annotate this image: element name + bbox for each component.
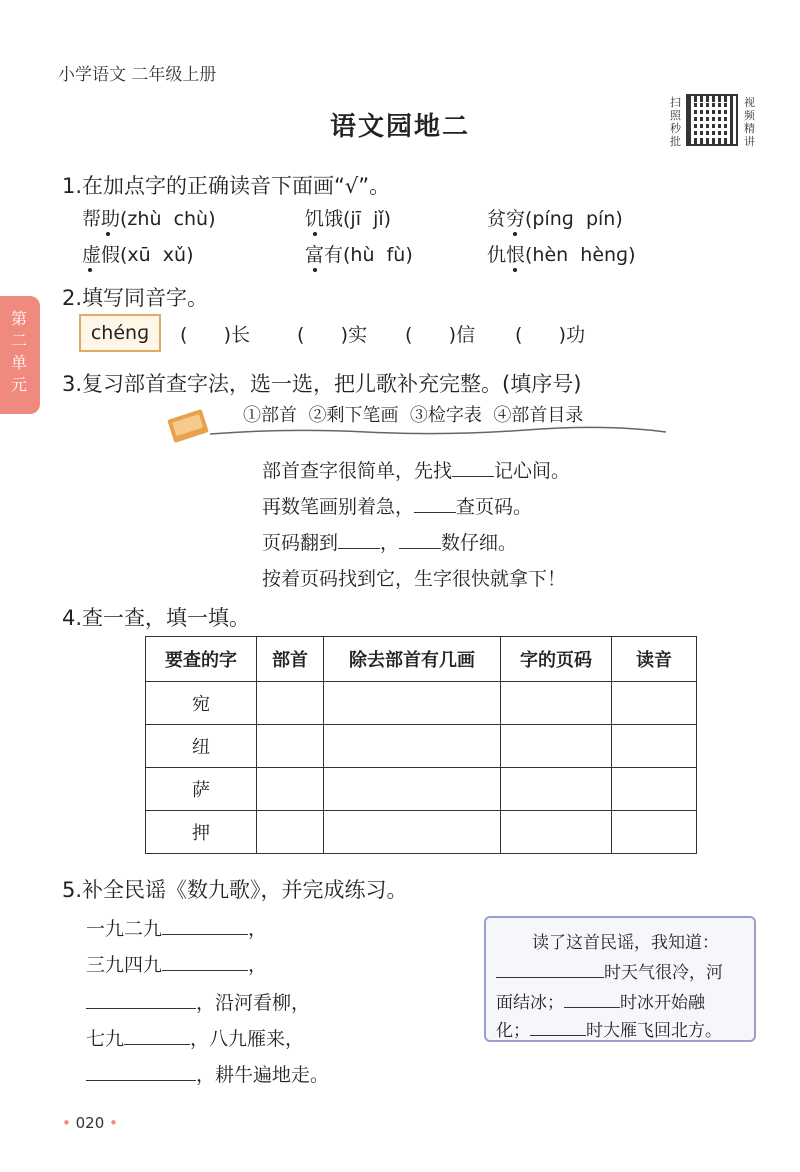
table-cell-input[interactable] xyxy=(324,811,501,854)
rhyme-line: 按着页码找到它，生字很快就拿下！ xyxy=(262,568,567,590)
col-header: 部首 xyxy=(257,637,324,682)
q2-blank[interactable]: ( )功 xyxy=(515,324,586,346)
rhyme-text: 再数笔画别着急， xyxy=(262,496,415,518)
table-cell-char: 押 xyxy=(146,811,257,854)
q1-word: 虚假 xyxy=(82,244,121,266)
q1-word: 仇恨 xyxy=(487,244,526,266)
q1-prompt: 1.在加点字的正确读音下面画“√”。 xyxy=(62,174,391,198)
q1-item xyxy=(82,204,216,231)
q1-pinyin: (hù fù) xyxy=(343,244,413,266)
q1-item xyxy=(487,204,623,231)
table-cell-input[interactable] xyxy=(501,682,612,725)
lookup-table xyxy=(145,636,697,854)
q1-word: 贫穷 xyxy=(487,208,526,230)
rhyme-text: 部首查字很简单，先找 xyxy=(262,460,453,482)
rhyme-line xyxy=(262,492,532,519)
song-line xyxy=(86,914,267,941)
table-cell-input[interactable] xyxy=(501,811,612,854)
table-row xyxy=(146,768,697,811)
table-row xyxy=(146,682,697,725)
qr-right-label: 视频精讲 xyxy=(744,96,755,148)
q1-item xyxy=(305,204,391,231)
answer-blank[interactable] xyxy=(86,990,196,1009)
book-header: 小学语文 二年级上册 xyxy=(58,65,217,85)
rhyme-text: 查页码。 xyxy=(456,496,533,518)
q4-prompt: 4.查一查，填一填。 xyxy=(62,606,251,630)
table-cell-input[interactable] xyxy=(257,811,324,854)
emphasis-dot xyxy=(513,268,517,272)
emphasis-dot xyxy=(88,268,92,272)
rhyme-text: ， xyxy=(380,532,400,554)
answer-blank[interactable] xyxy=(124,1026,190,1045)
note-box xyxy=(484,916,756,1042)
q1-pinyin: (xū xǔ) xyxy=(120,244,194,266)
song-text: 七九 xyxy=(86,1028,125,1050)
note-text: 面结冰； xyxy=(496,993,564,1013)
song-line xyxy=(86,1060,329,1087)
note-line xyxy=(496,988,705,1013)
table-cell-input[interactable] xyxy=(257,682,324,725)
table-cell-input[interactable] xyxy=(612,725,697,768)
answer-blank[interactable] xyxy=(530,1017,586,1036)
emphasis-dot xyxy=(313,232,317,236)
table-cell-input[interactable] xyxy=(612,811,697,854)
table-cell-input[interactable] xyxy=(612,768,697,811)
song-text: ， xyxy=(248,918,268,940)
table-cell-input[interactable] xyxy=(324,768,501,811)
song-text: ，八九雁来， xyxy=(190,1028,305,1050)
table-header-row xyxy=(146,637,697,682)
table-cell-char: 萨 xyxy=(146,768,257,811)
q3-prompt: 3.复习部首查字法，选一选，把儿歌补充完整。(填序号) xyxy=(62,372,582,396)
table-row xyxy=(146,811,697,854)
page-number: • 020 • xyxy=(62,1114,118,1132)
answer-blank[interactable] xyxy=(86,1062,196,1081)
answer-blank[interactable] xyxy=(452,458,494,477)
rhyme-text: 数仔细。 xyxy=(441,532,518,554)
table-cell-input[interactable] xyxy=(501,725,612,768)
answer-blank[interactable] xyxy=(414,494,456,513)
table-cell-char: 宛 xyxy=(146,682,257,725)
col-header: 字的页码 xyxy=(501,637,612,682)
q1-item xyxy=(487,240,636,267)
table-cell-input[interactable] xyxy=(501,768,612,811)
q1-word: 富有 xyxy=(305,244,344,266)
qr-code-icon[interactable] xyxy=(686,94,738,146)
emphasis-dot xyxy=(313,268,317,272)
song-text: 一九二九 xyxy=(86,918,163,940)
q1-word: 帮助 xyxy=(82,208,121,230)
song-line xyxy=(86,1024,304,1051)
note-text: 化； xyxy=(496,1021,530,1041)
answer-blank[interactable] xyxy=(496,959,604,978)
song-line xyxy=(86,988,310,1015)
note-text: 时天气很冷，河 xyxy=(604,963,723,983)
q1-item xyxy=(82,240,194,267)
qr-section xyxy=(668,94,760,152)
q3-options: ①部首 ②剩下笔画 ③检字表 ④部首目录 xyxy=(243,405,584,426)
q2-blank[interactable]: ( )实 xyxy=(297,324,368,346)
q1-pinyin: (jī jǐ) xyxy=(343,208,392,230)
q1-item xyxy=(305,240,413,267)
rhyme-line xyxy=(262,456,570,483)
book-icon xyxy=(167,409,209,443)
page-number-text: 020 xyxy=(75,1114,105,1132)
col-header: 读音 xyxy=(612,637,697,682)
answer-blank[interactable] xyxy=(162,916,248,935)
rhyme-text: 记心间。 xyxy=(494,460,571,482)
answer-blank[interactable] xyxy=(564,989,620,1008)
q2-prompt: 2.填写同音字。 xyxy=(62,286,209,310)
song-line xyxy=(86,950,267,977)
song-text: 三九四九 xyxy=(86,954,163,976)
unit-side-tab xyxy=(0,296,40,414)
note-line: 读了这首民谣，我知道： xyxy=(532,933,719,953)
q1-pinyin: (pínɡ pín) xyxy=(525,208,623,230)
unit-side-tab-label: 第二单元 xyxy=(10,309,27,394)
rhyme-line xyxy=(262,528,517,555)
note-text: 时大雁飞回北方。 xyxy=(586,1021,722,1041)
table-cell-input[interactable] xyxy=(612,682,697,725)
sample-pinyin: chénɡ xyxy=(90,322,150,344)
emphasis-dot xyxy=(106,232,110,236)
qr-left-label: 扫照秒批 xyxy=(670,96,681,148)
q1-pinyin: (hèn hènɡ) xyxy=(525,244,636,266)
song-text: ，耕牛遍地走。 xyxy=(196,1064,330,1086)
q1-word: 饥饿 xyxy=(305,208,344,230)
col-header: 除去部首有几画 xyxy=(324,637,501,682)
song-text: ，沿河看柳， xyxy=(196,992,311,1014)
rhyme-text: 页码翻到 xyxy=(262,532,339,554)
q5-prompt: 5.补全民谣《数九歌》，并完成练习。 xyxy=(62,878,408,902)
note-line xyxy=(496,958,723,983)
page-title: 语文园地二 xyxy=(329,112,470,142)
table-cell-input[interactable] xyxy=(324,682,501,725)
note-text: 时冰开始融 xyxy=(620,993,705,1013)
table-cell-input[interactable] xyxy=(257,725,324,768)
answer-blank[interactable] xyxy=(338,530,380,549)
song-text: ， xyxy=(248,954,268,976)
answer-blank[interactable] xyxy=(399,530,441,549)
answer-blank[interactable] xyxy=(162,952,248,971)
emphasis-dot xyxy=(513,232,517,236)
table-cell-input[interactable] xyxy=(257,768,324,811)
table-cell-input[interactable] xyxy=(324,725,501,768)
q2-blank[interactable]: ( )长 xyxy=(180,324,251,346)
table-cell-char: 纽 xyxy=(146,725,257,768)
q2-blank[interactable]: ( )信 xyxy=(405,324,476,346)
sample-pinyin-box xyxy=(79,314,161,352)
note-line xyxy=(496,1016,722,1041)
q1-pinyin: (zhù chù) xyxy=(120,208,216,230)
col-header: 要查的字 xyxy=(146,637,257,682)
table-row xyxy=(146,725,697,768)
